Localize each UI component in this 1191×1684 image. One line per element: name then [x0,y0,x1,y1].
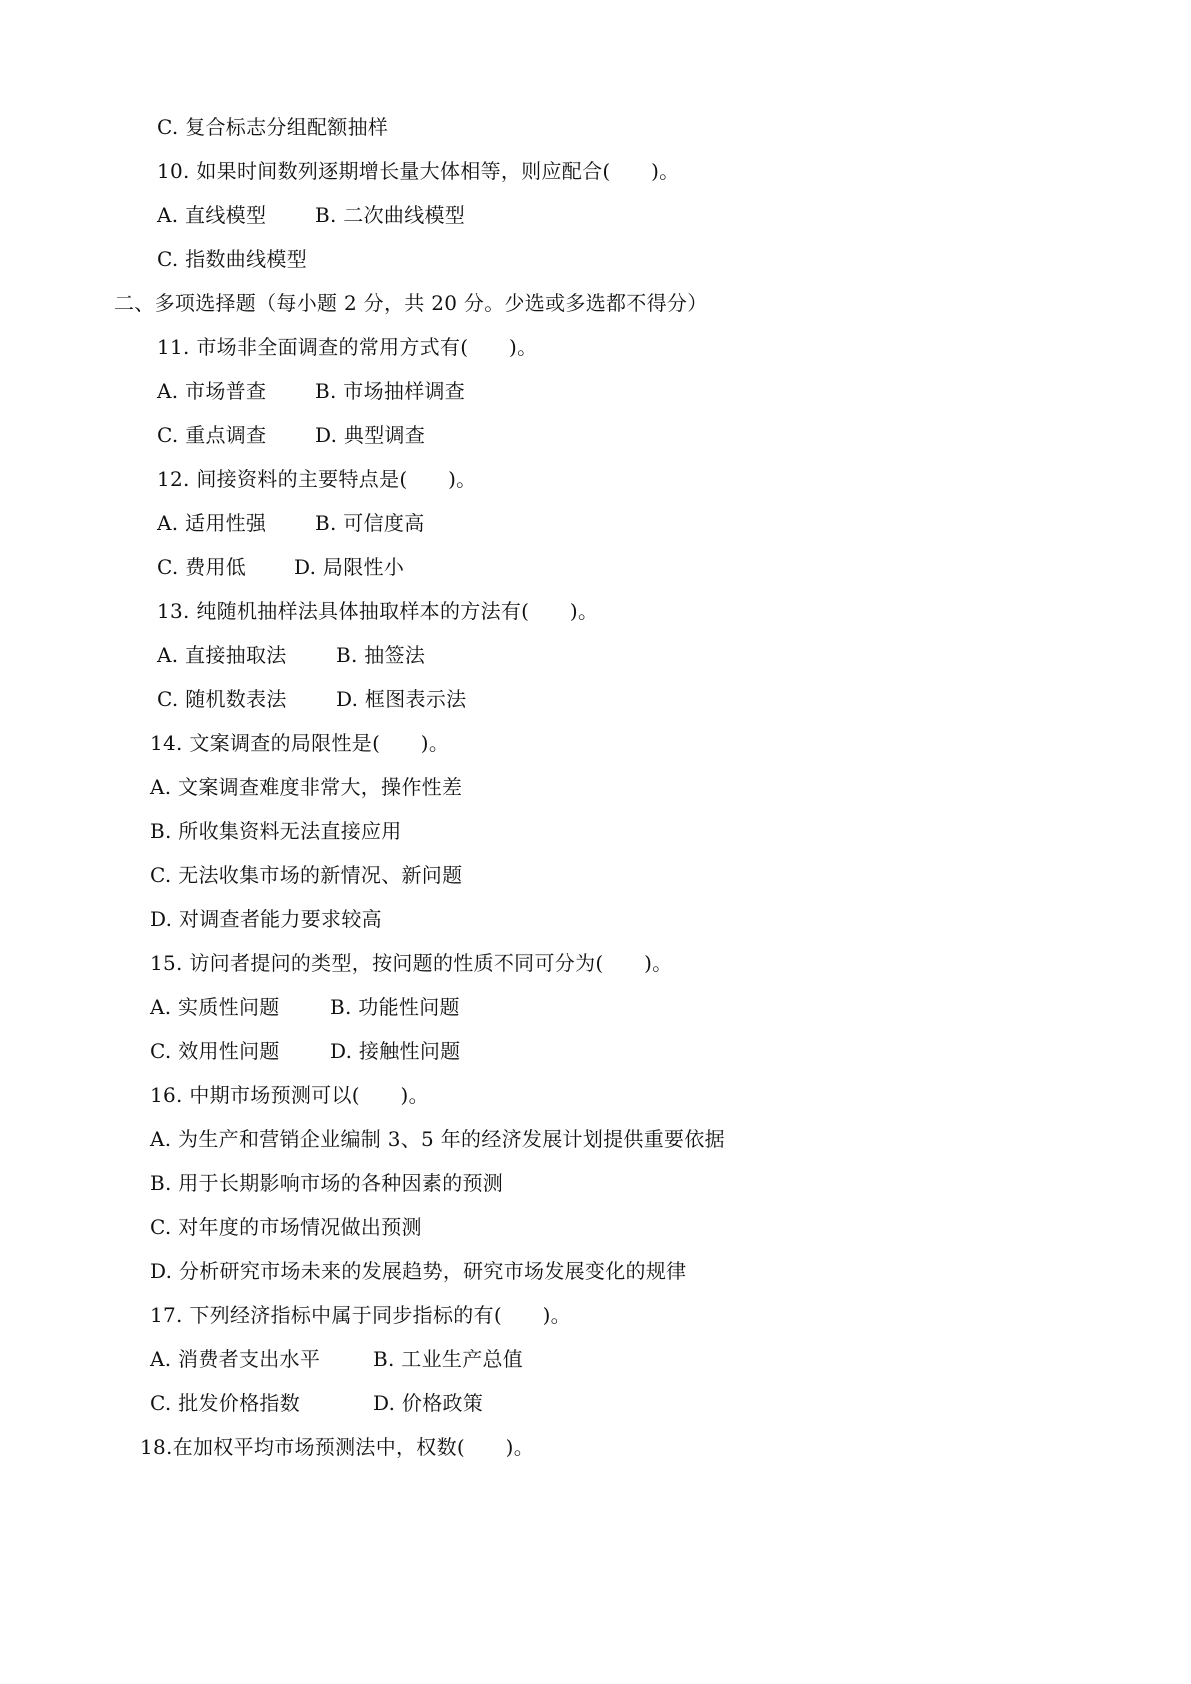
question-10: 10. 如果时间数列逐期增长量大体相等，则应配合( )。 [157,159,680,183]
q13-options-ab [157,641,425,669]
q17-option-b: B. 工业生产总值 [373,1347,524,1371]
q12-options-ab [157,509,425,537]
q15-options-ab [150,993,460,1021]
question-16: 16. 中期市场预测可以( )。 [150,1083,429,1107]
q14-option-d: D. 对调查者能力要求较高 [150,907,382,931]
q17-options-cd [150,1389,483,1417]
question-11: 11. 市场非全面调查的常用方式有( )。 [157,335,538,359]
q12-option-a: A. 适用性强 [157,511,267,535]
q14-option-b: B. 所收集资料无法直接应用 [150,819,402,843]
q17-option-c: C. 批发价格指数 [150,1391,301,1415]
q12-option-b: B. 可信度高 [315,511,425,535]
q16-option-c: C. 对年度的市场情况做出预测 [150,1215,422,1239]
q13-options-cd [157,685,466,713]
q10-option-b: B. 二次曲线模型 [315,203,466,227]
q10-options-ab [157,201,465,229]
q13-option-a: A. 直接抽取法 [157,643,287,667]
question-14: 14. 文案调查的局限性是( )。 [150,731,450,755]
q16-option-b: B. 用于长期影响市场的各种因素的预测 [150,1171,504,1195]
q11-options-ab [157,377,465,405]
q16-option-d: D. 分析研究市场未来的发展趋势，研究市场发展变化的规律 [150,1259,687,1283]
q14-option-c: C. 无法收集市场的新情况、新问题 [150,863,463,887]
q12-option-d: D. 局限性小 [294,555,405,579]
question-17: 17. 下列经济指标中属于同步指标的有( )。 [150,1303,571,1327]
q9-option-c: C. 复合标志分组配额抽样 [157,115,389,139]
q12-options-cd [157,553,404,581]
q15-option-c: C. 效用性问题 [150,1039,280,1063]
q15-options-cd [150,1037,460,1065]
q15-option-d: D. 接触性问题 [330,1039,461,1063]
question-12: 12. 间接资料的主要特点是( )。 [157,467,477,491]
q10-option-c: C. 指数曲线模型 [157,247,308,271]
question-15: 15. 访问者提问的类型，按问题的性质不同可分为( )。 [150,951,673,975]
q17-option-d: D. 价格政策 [373,1391,484,1415]
q11-option-c: C. 重点调查 [157,423,267,447]
section-heading-multiple-choice: 二、多项选择题（每小题 2 分，共 20 分。少选或多选都不得分） [114,291,708,315]
q13-option-d: D. 框图表示法 [336,687,467,711]
question-18: 18.在加权平均市场预测法中，权数( )。 [140,1435,535,1459]
q14-option-a: A. 文案调查难度非常大，操作性差 [150,775,463,799]
q16-option-a: A. 为生产和营销企业编制 3、5 年的经济发展计划提供重要依据 [150,1127,725,1151]
q11-option-d: D. 典型调查 [315,423,426,447]
q11-options-cd [157,421,425,449]
q15-option-a: A. 实质性问题 [150,995,280,1019]
q10-option-a: A. 直线模型 [157,203,267,227]
q11-option-b: B. 市场抽样调查 [315,379,466,403]
q17-options-ab [150,1345,523,1373]
q11-option-a: A. 市场普查 [157,379,267,403]
q13-option-c: C. 随机数表法 [157,687,287,711]
q15-option-b: B. 功能性问题 [330,995,460,1019]
q17-option-a: A. 消费者支出水平 [150,1347,321,1371]
q12-option-c: C. 费用低 [157,555,247,579]
question-13: 13. 纯随机抽样法具体抽取样本的方法有( )。 [157,599,599,623]
q13-option-b: B. 抽签法 [336,643,426,667]
